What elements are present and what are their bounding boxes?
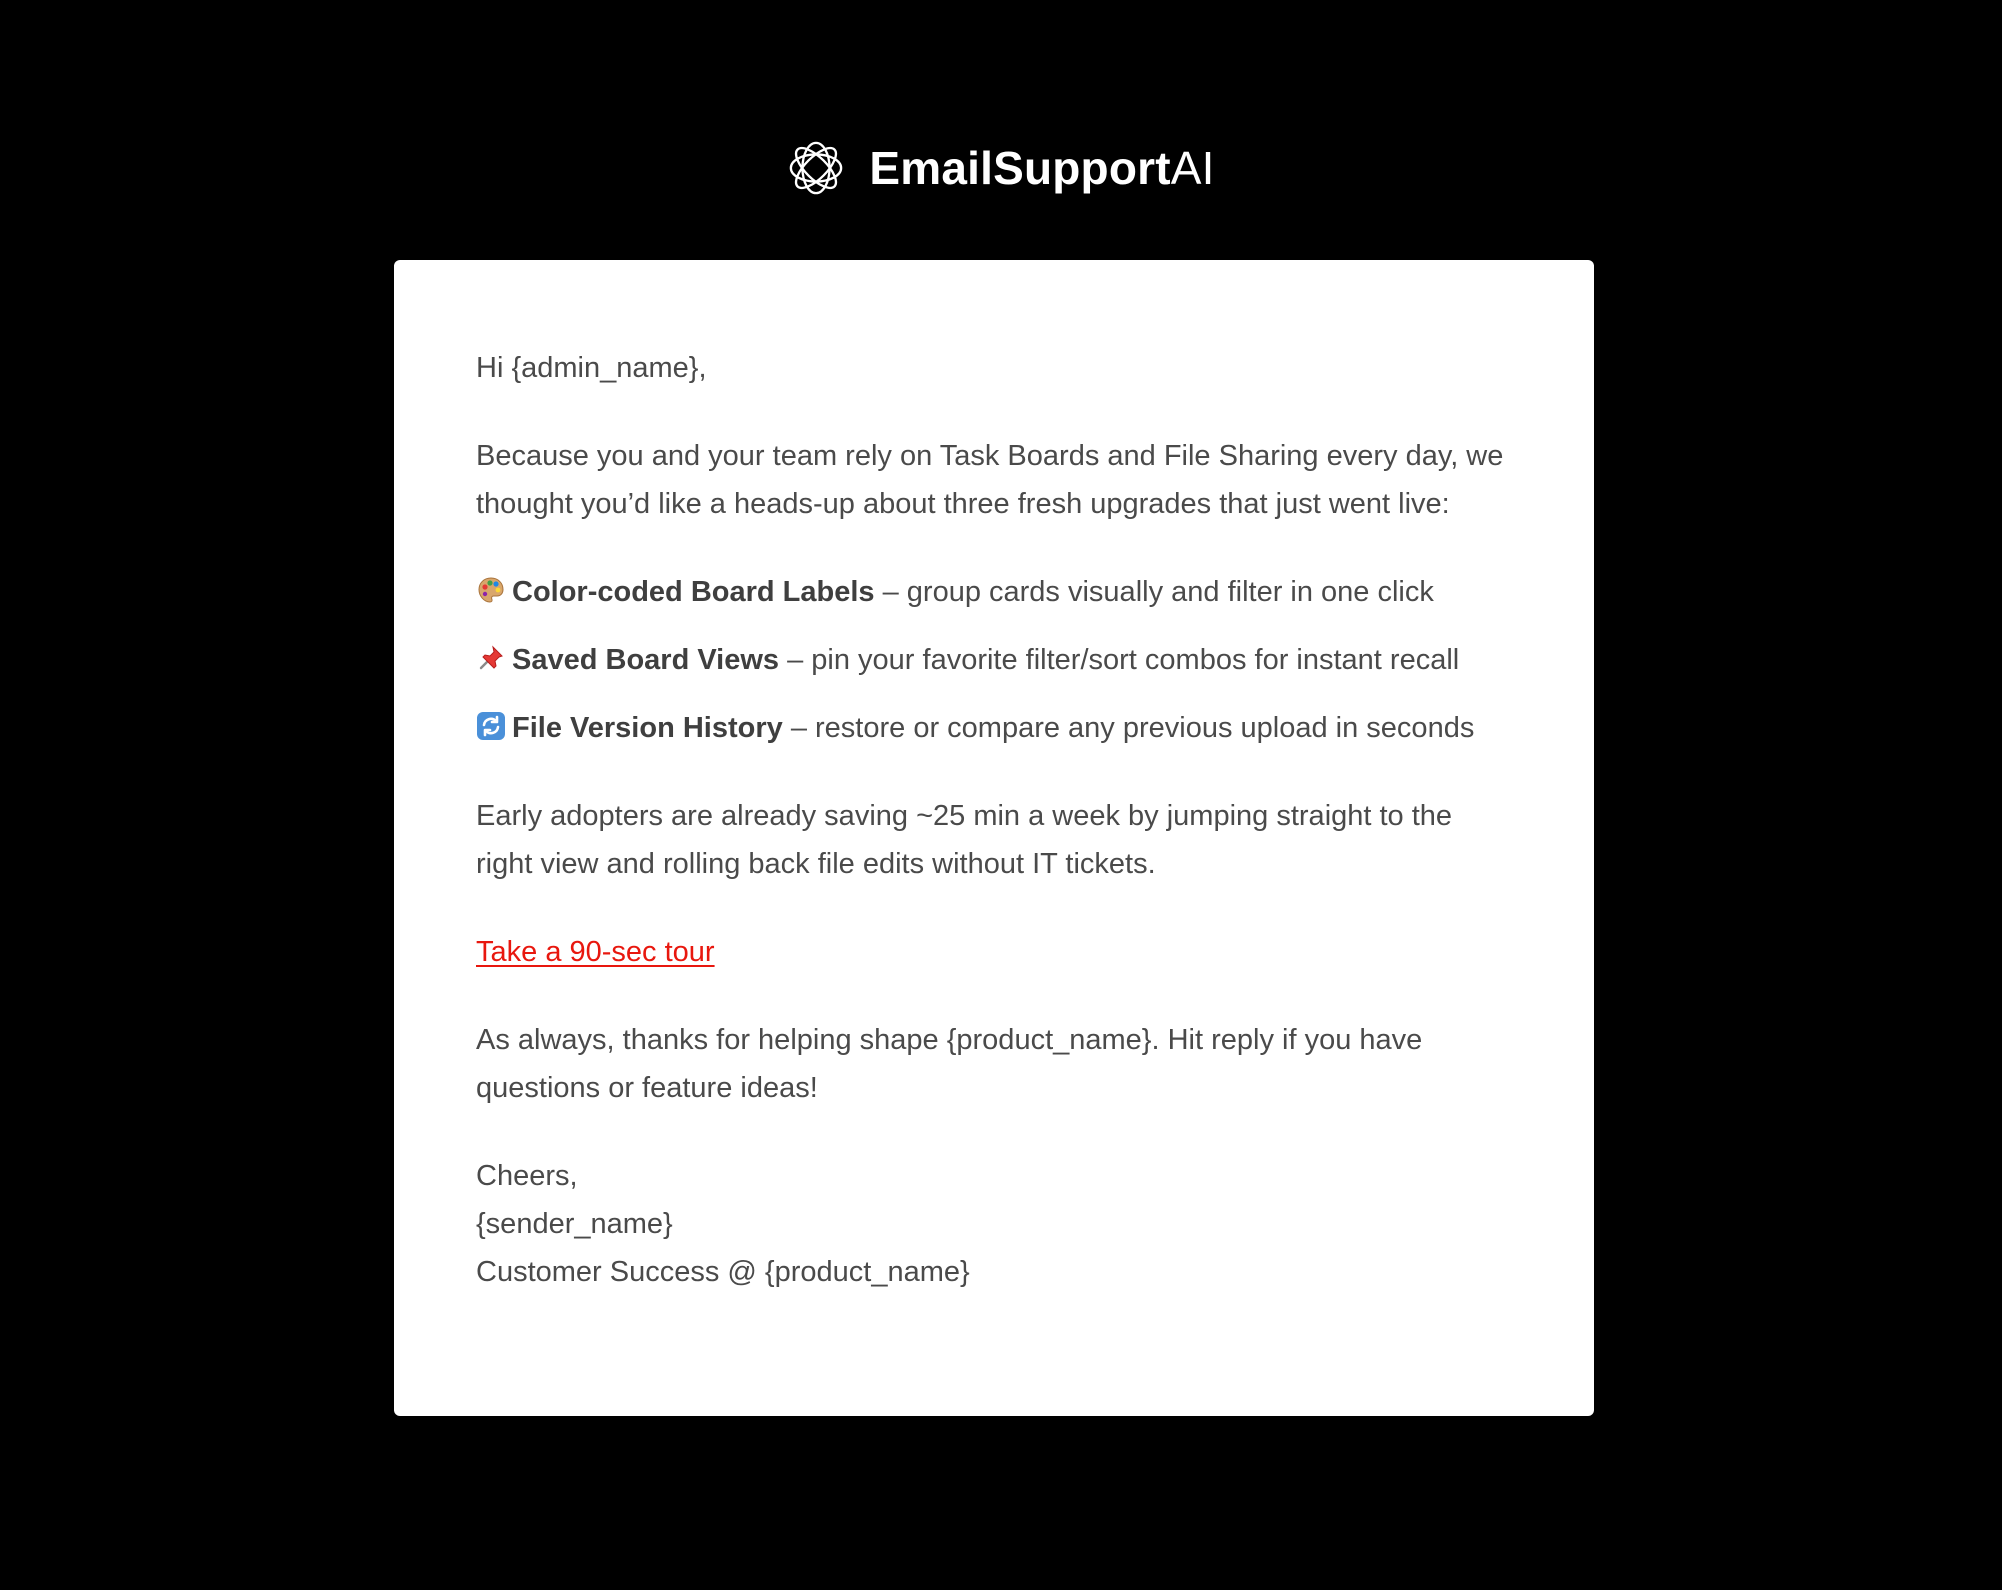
email-intro: Because you and your team rely on Task Boards and File Sharing every day, we thought you’d like a heads-up about three fresh upgrades that just went live: (476, 440, 1504, 520)
tour-link[interactable]: Take a 90-sec tour (476, 936, 715, 968)
brand-header (0, 138, 2002, 198)
feature-title: Color-coded Board Labels (512, 576, 875, 608)
feature-description: – restore or compare any previous upload in seconds (782, 712, 1475, 744)
email-card (394, 260, 1594, 1416)
feature-item-version-history (476, 704, 1512, 752)
email-closing: As always, thanks for helping shape {product_name}. Hit reply if you have questions or feature ideas! (476, 1024, 1423, 1104)
email-greeting: Hi {admin_name}, (476, 352, 707, 384)
atom-orbit-icon (787, 139, 845, 197)
sender-team: Customer Success @ {product_name} (476, 1256, 970, 1288)
feature-list (476, 568, 1512, 752)
email-signoff (476, 1152, 1512, 1296)
feature-title: Saved Board Views (512, 644, 780, 676)
brand-name-strong: EmailSupport (869, 142, 1171, 194)
pushpin-icon (476, 643, 506, 673)
feature-item-saved-views (476, 636, 1512, 684)
feature-item-board-labels (476, 568, 1512, 616)
email-social-proof: Early adopters are already saving ~25 min a week by jumping straight to the right view and rolling back file edits without IT tickets. (476, 800, 1453, 880)
feature-title: File Version History (512, 712, 783, 744)
palette-icon (476, 575, 506, 605)
brand-name-light: AI (1170, 142, 1215, 194)
feature-description: – group cards visually and filter in one click (874, 576, 1434, 608)
refresh-arrows-icon (476, 711, 506, 741)
brand-name (869, 142, 1215, 194)
sender-name: {sender_name} (476, 1208, 673, 1240)
feature-description: – pin your favorite filter/sort combos for instant recall (779, 644, 1460, 676)
signoff-line: Cheers, (476, 1160, 578, 1192)
cta-paragraph (476, 928, 1512, 976)
